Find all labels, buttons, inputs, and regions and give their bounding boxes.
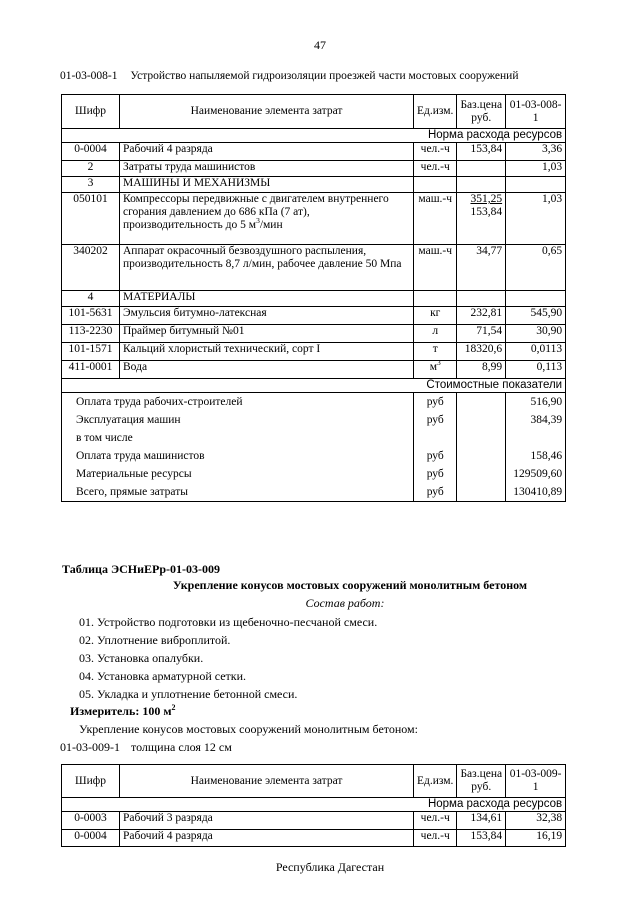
summary-value: 130410,89 <box>506 483 566 502</box>
table-row <box>62 325 566 343</box>
table-row <box>62 361 566 379</box>
norm-label: Норма расхода ресурсов <box>62 129 566 143</box>
summary-label: Оплата труда машинистов <box>62 447 414 465</box>
table1-caption <box>60 70 519 82</box>
row-unit: т <box>414 343 457 361</box>
row-cipher: 0-0004 <box>62 830 120 847</box>
table-row <box>62 245 566 291</box>
section-row-materials <box>62 291 566 307</box>
row-unit: маш.-ч <box>414 245 457 291</box>
header-unit: Ед.изм. <box>414 95 457 129</box>
table-row <box>62 812 566 830</box>
row-name: Вода <box>120 361 414 379</box>
header-norm: 01-03-008-1 <box>506 95 566 129</box>
table2 <box>61 764 566 847</box>
row-norm: 32,38 <box>506 812 566 830</box>
works-list <box>79 613 377 703</box>
summary-value: 384,39 <box>506 411 566 429</box>
table2-heading: Таблица ЭСНиЕРр-01-03-009 <box>62 562 221 576</box>
row-unit: кг <box>414 307 457 325</box>
thickness-line <box>60 740 232 755</box>
row-name: Рабочий 4 разряда <box>120 143 414 161</box>
summary-label: Оплата труда рабочих-строителей <box>62 393 414 412</box>
row-norm: 0,65 <box>506 245 566 291</box>
table-row <box>62 143 566 161</box>
composition-label: Состав работ: <box>305 596 385 610</box>
table1-title: Устройство напыляемой гидроизоляции проезжей части мостовых сооружений <box>130 70 519 82</box>
norm-label-row <box>62 798 566 812</box>
summary-row <box>62 465 566 483</box>
table-row <box>62 307 566 325</box>
list-item: 04. Установка арматурной сетки. <box>79 669 247 683</box>
row-cipher: 113-2230 <box>62 325 120 343</box>
list-item: 05. Укладка и уплотнение бетонной смеси. <box>79 687 298 701</box>
summary-row <box>62 483 566 502</box>
summary-row <box>62 393 566 412</box>
summary-unit: руб <box>414 465 457 483</box>
row-price: 18320,6 <box>457 343 506 361</box>
summary-unit: руб <box>414 483 457 502</box>
header-cipher: Шифр <box>62 765 120 798</box>
row-name: Компрессоры передвижные с двигателем внутреннего сгорания давлением до 686 кПа (7 ат), производительность до 5 $м^3$/мин <box>120 193 414 245</box>
row-name: Праймер битумный №01 <box>120 325 414 343</box>
table2-title: Укрепление конусов мостовых сооружений монолитным бетоном <box>172 578 528 592</box>
norm-label-row <box>62 129 566 143</box>
norm-label: Норма расхода ресурсов <box>62 798 566 812</box>
cost-label: Стоимостные показатели <box>62 379 566 393</box>
row-cipher: 411-0001 <box>62 361 120 379</box>
section-title: МАТЕРИАЛЫ <box>120 291 414 307</box>
meter-label: Измеритель: 100 $м^2$ <box>70 703 176 718</box>
row-norm: 0,113 <box>506 361 566 379</box>
row-unit: чел.-ч <box>414 830 457 847</box>
header-unit: Ед.изм. <box>414 765 457 798</box>
strengthening-text: Укрепление конусов мостовых сооружений монолитным бетоном: <box>79 722 418 736</box>
table-row <box>62 343 566 361</box>
row-unit: $м^3$ <box>414 361 457 379</box>
header-price: Баз.цена руб. <box>457 765 506 798</box>
table1 <box>61 94 566 502</box>
row-price: 153,84 <box>457 830 506 847</box>
row-name: Рабочий 3 разряда <box>120 812 414 830</box>
row-unit: чел.-ч <box>414 143 457 161</box>
row-unit: чел.-ч <box>414 812 457 830</box>
row-price: 71,54 <box>457 325 506 343</box>
row-price: 8,99 <box>457 361 506 379</box>
row-name: Аппарат окрасочный безвоздушного распыления, производительность 8,7 л/мин, рабочее давление 50 Мпа <box>120 245 414 291</box>
summary-unit: руб <box>414 393 457 412</box>
footer-region: Республика Дагестан <box>275 860 385 874</box>
header-cipher: Шифр <box>62 95 120 129</box>
header-name: Наименование элемента затрат <box>120 95 414 129</box>
row-cipher: 0-0004 <box>62 143 120 161</box>
row-norm: 16,19 <box>506 830 566 847</box>
table2-header-row <box>62 765 566 798</box>
summary-unit <box>414 429 457 447</box>
table1-code: 01-03-008-1 <box>60 70 118 82</box>
summary-label: Материальные ресурсы <box>62 465 414 483</box>
summary-label: Эксплуатация машин <box>62 411 414 429</box>
row-norm: 1,03 <box>506 161 566 177</box>
section-number: 3 <box>62 177 120 193</box>
row-price <box>457 161 506 177</box>
cost-label-row <box>62 379 566 393</box>
summary-value <box>506 429 566 447</box>
row-price: 153,84 <box>457 143 506 161</box>
row-cipher: 2 <box>62 161 120 177</box>
summary-row <box>62 447 566 465</box>
row-price: 232,81 <box>457 307 506 325</box>
summary-row <box>62 429 566 447</box>
header-name: Наименование элемента затрат <box>120 765 414 798</box>
summary-label: Всего, прямые затраты <box>62 483 414 502</box>
row-unit: маш.-ч <box>414 193 457 245</box>
row-cipher: 340202 <box>62 245 120 291</box>
list-item: 02. Уплотнение виброплитой. <box>79 633 231 647</box>
row-unit: чел.-ч <box>414 161 457 177</box>
summary-value: 129509,60 <box>506 465 566 483</box>
row-price: 351,25 153,84 <box>457 193 506 245</box>
thickness-text: толщина слоя 12 см <box>131 740 232 754</box>
row-norm: 3,36 <box>506 143 566 161</box>
row-norm: 545,90 <box>506 307 566 325</box>
row-unit: л <box>414 325 457 343</box>
summary-value: 516,90 <box>506 393 566 412</box>
header-norm: 01-03-009-1 <box>506 765 566 798</box>
section-row-machines <box>62 177 566 193</box>
row-cipher: 0-0003 <box>62 812 120 830</box>
row-norm: 0,0113 <box>506 343 566 361</box>
row-name: Затраты труда машинистов <box>120 161 414 177</box>
table2-code: 01-03-009-1 <box>60 740 120 754</box>
row-name: Кальций хлористый технический, сорт I <box>120 343 414 361</box>
table1-header-row <box>62 95 566 129</box>
row-norm: 1,03 <box>506 193 566 245</box>
section-title: МАШИНЫ И МЕХАНИЗМЫ <box>120 177 414 193</box>
page-number: 47 <box>314 38 326 52</box>
row-norm: 30,90 <box>506 325 566 343</box>
row-price: 134,61 <box>457 812 506 830</box>
summary-value: 158,46 <box>506 447 566 465</box>
row-name: Рабочий 4 разряда <box>120 830 414 847</box>
row-price: 34,77 <box>457 245 506 291</box>
summary-label: в том числе <box>62 429 414 447</box>
row-cipher: 101-5631 <box>62 307 120 325</box>
list-item: 03. Установка опалубки. <box>79 651 204 665</box>
row-name: Эмульсия битумно-латексная <box>120 307 414 325</box>
row-cipher: 101-1571 <box>62 343 120 361</box>
table-row <box>62 830 566 847</box>
summary-row <box>62 411 566 429</box>
table-row <box>62 193 566 245</box>
summary-unit: руб <box>414 447 457 465</box>
table-row <box>62 161 566 177</box>
summary-unit: руб <box>414 411 457 429</box>
header-price: Баз.цена руб. <box>457 95 506 129</box>
list-item: 01. Устройство подготовки из щебеночно-песчаной смеси. <box>79 615 378 629</box>
row-cipher: 050101 <box>62 193 120 245</box>
section-number: 4 <box>62 291 120 307</box>
